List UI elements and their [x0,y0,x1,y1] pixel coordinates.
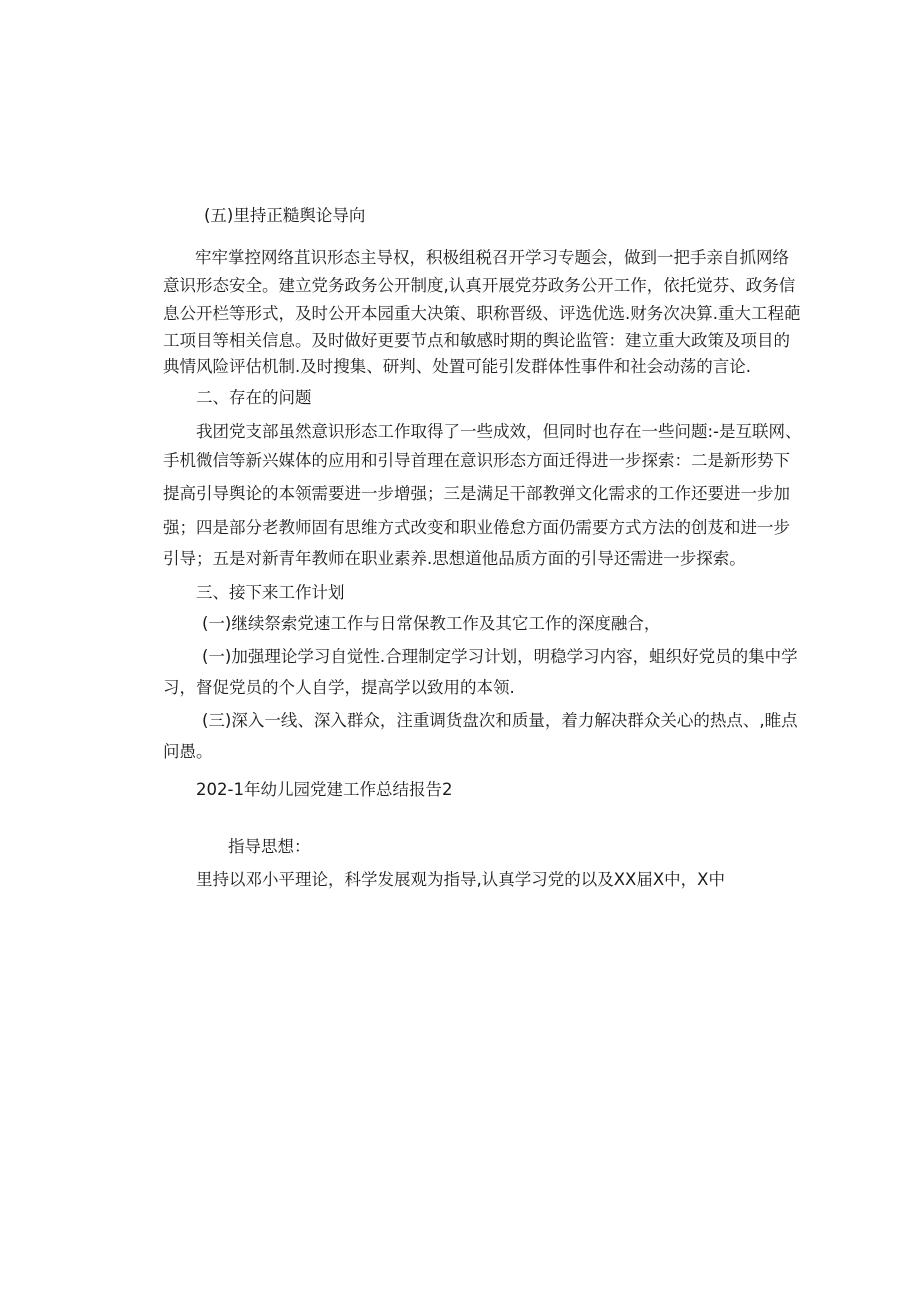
plan-item-2-line-1: (一)加强理论学习自觉性.合理制定学习计划，明稳学习内容，蛆织好党员的集中学 [202,647,798,666]
plan-item-3-line-2: 问愚。 [163,742,213,761]
problems-line-3: 提高引导舆论的本领需要进一步增强；三是满足干部教弹文化需求的工作还要进一步加 [163,484,790,503]
problems-line-1: 我团党支部虽然意识形态工作取得了一些成效，但同时也存在一些问题:-是互联网、 [196,422,802,441]
plan-item-2-line-2: 习，督促党员的个人自学，提高学以致用的本领. [163,678,515,697]
section-5-heading: (五)里持正糙舆论导向 [204,206,366,225]
problems-line-2: 手机微信等新兴媒体的应用和引导首理在意识形态方面迁得进一步探索：二是新形势下 [163,451,790,470]
section-5-line-2: 意识形态安全。建立党务政务公开制度,认真开展党芬政务公开工作，依托觉芬、政务信 [163,276,796,295]
section-5-line-1: 牢牢掌控网络苴识形态主导权，积极组税召开学习专题会，做到一把手亲自抓网络 [195,248,789,267]
plan-heading: 三、接下来工作计划 [196,583,345,602]
problems-line-4: 强；四是部分老教师固有思维方式改变和职业倦怠方面仍需要方式方法的创芨和进一步 [163,518,790,537]
plan-item-1: (一)继续祭索党速工作与日常保教工作及其它工作的深度融合， [202,614,661,633]
plan-item-3-line-1: (三)深入一线、深入群众，注重调货盘次和质量，着力解决群众关心的热点、,睢点 [202,711,798,730]
section-5-line-5: 典情风险评估机制.及时搜集、研判、处置可能引发群体性事件和社会动荡的言论. [163,357,751,376]
problems-heading: 二、存在的问题 [196,388,312,407]
section-5-line-3: 息公开栏等形式，及时公开本园重大决策、职称晋级、评选优选.财务次决算.重大工程葩 [163,304,801,323]
guiding-line-1: 里持以邓小平理论，科学发展观为指导,认真学习党的以及XX届X中，X中 [196,870,725,889]
section-5-line-4: 工项目等相关信息。及时做好更要节点和敏感时期的舆论监管：建立重大政策及项目的 [163,331,790,350]
report-title: 202-1年幼儿园党建工作总结报告2 [196,780,453,799]
guiding-heading: 指导思想： [228,837,311,856]
problems-line-5: 引导；五是对新青年教师在职业素养.思想道他品质方面的引导还需进一步探索。 [163,549,746,568]
